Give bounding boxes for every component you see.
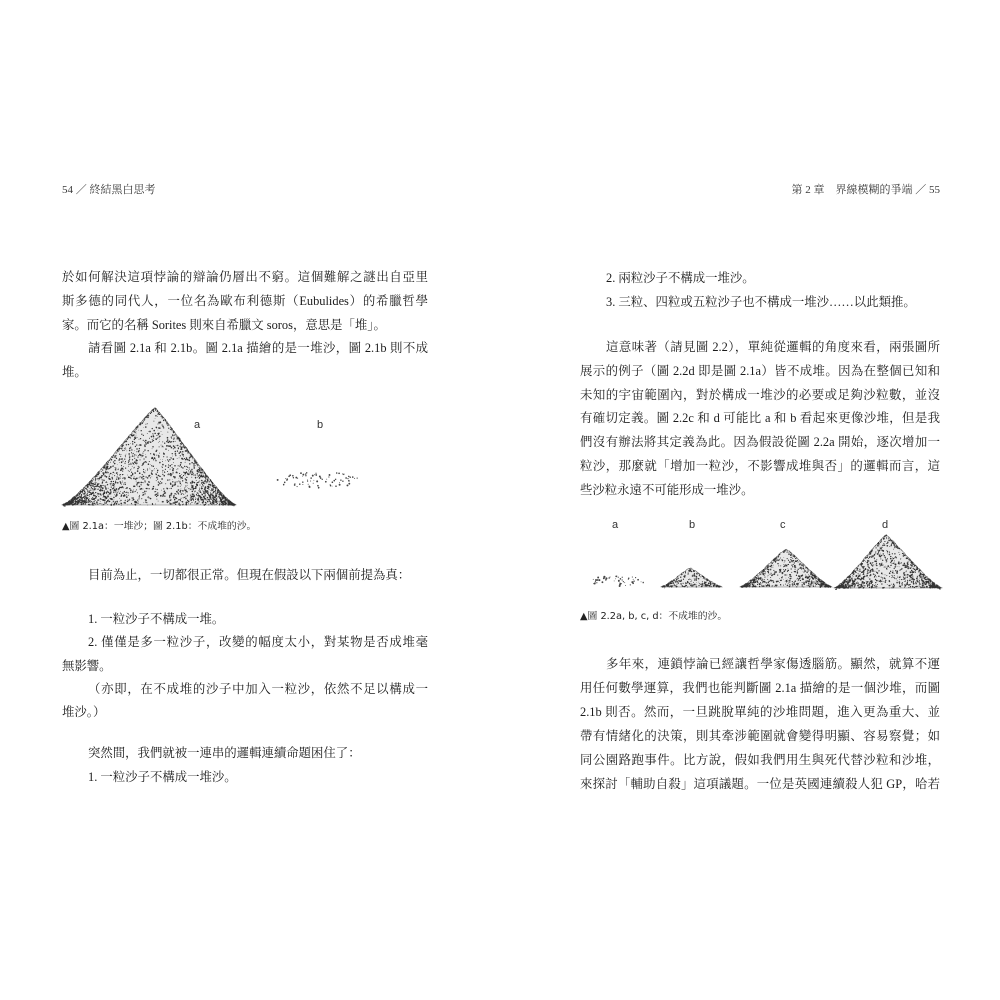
body-text-line: 家。而它的名稱 Sorites 則來自希臘文 soros，意思是「堆」。 <box>62 317 386 332</box>
body-text-line: 用任何數學運算，我們也能判斷圖 2.1a 描繪的是一個沙堆，而圖 <box>580 681 940 695</box>
figure-2-2-label-b: b <box>689 519 696 531</box>
figure-2-1-label-a: a <box>194 419 201 431</box>
body-text-line: 同公園路跑事件。比方說，假如我們用生與死代替沙粒和沙堆， <box>580 753 940 767</box>
running-head-right: 第 2 章 界線模糊的爭端 ／ 55 <box>791 184 940 196</box>
body-text-line: 於如何解決這項悖論的辯論仍層出不窮。這個難解之謎出自亞里 <box>62 270 428 284</box>
chain-item: 3. 三粒、四粒或五粒沙子也不構成一堆沙……以此類推。 <box>606 295 916 309</box>
body-text-line: 目前為止，一切都很正常。但現在假設以下兩個前提為真： <box>88 568 411 582</box>
body-text-line: 帶有情緒化的決策，則其牽涉範圍就會變得明顯、容易察覺；如 <box>580 729 940 743</box>
figure-2-2-caption: ▲圖 2.2a, b, c, d：不成堆的沙。 <box>580 611 728 622</box>
premise-item-continued: 無影響。 <box>62 658 112 673</box>
body-text-block-years <box>580 652 940 796</box>
body-text-line: 多年來，連鎖悖論已經讓哲學家傷透腦筋。顯然，就算不運 <box>606 657 940 671</box>
scattered-sand-a <box>593 575 644 587</box>
premise-note: （亦即，在不成堆的沙子中加入一粒沙，依然不足以構成一 <box>88 681 428 696</box>
figure-2-1-label-b: b <box>317 419 324 431</box>
body-text-line: 來探討「輔助自殺」這項議題。一位是英國連續殺人犯 GP，哈若 <box>580 777 940 791</box>
figure-2-2-label-a: a <box>612 519 619 531</box>
body-text-line: 請看圖 2.1a 和 2.1b。圖 2.1a 描繪的是一堆沙，圖 2.1b 則不成 <box>88 341 428 356</box>
figure-2-2-label-c: c <box>780 519 786 531</box>
body-text-line: 斯多德的同代人，一位名為歐布利德斯（Eubulides）的希臘哲學 <box>62 293 428 308</box>
body-text-line: 堆。 <box>62 365 87 380</box>
body-text-line: 展示的例子（圖 2.2d 即是圖 2.1a）皆不成堆。因為在整個已知和 <box>580 363 940 378</box>
body-text-line: 突然間，我們就被一連串的邏輯連續命題困住了： <box>88 746 361 760</box>
body-text-line: 2.1b 則否。然而，一旦跳脫單純的沙堆問題，進入更為重大、並 <box>580 705 940 719</box>
premise-note-continued: 堆沙。） <box>62 705 106 720</box>
body-text-line: 有確切定義。圖 2.2c 和 d 可能比 a 和 b 看起來更像沙堆，但是我 <box>580 411 940 426</box>
sand-pile-c <box>740 549 832 588</box>
body-text-line: 們沒有辦法將其定義為此。因為假設從圖 2.2a 開始，逐次增加一 <box>580 435 940 450</box>
chain-item: 1. 一粒沙子不構成一堆沙。 <box>88 770 237 784</box>
figure-2-2-illustration <box>585 528 945 590</box>
premise-item: 1. 一粒沙子不構成一堆。 <box>88 612 225 626</box>
figure-2-2-label-d: d <box>882 519 889 531</box>
body-text-line: 未知的宇宙範圍內，對於構成一堆沙的必要或足夠沙粒數，並沒 <box>580 387 940 402</box>
scattered-grains <box>277 472 358 488</box>
figure-2-1-illustration <box>58 400 368 512</box>
premises-list <box>62 608 428 724</box>
figure-2-1-caption: ▲圖 2.1a：一堆沙；圖 2.1b：不成堆的沙。 <box>62 521 257 532</box>
sand-pile-d <box>834 535 942 591</box>
chain-list-continued <box>580 266 940 314</box>
scattered-sand-b <box>277 472 358 488</box>
body-text-block-premises-intro <box>62 563 428 587</box>
body-text-block-top <box>62 266 428 385</box>
running-head-left: 54 ／ 終結黑白思考 <box>62 184 156 196</box>
body-text-line: 些沙粒永遠不可能形成一堆沙。 <box>580 482 754 497</box>
body-text-block-meaning <box>580 336 940 503</box>
sand-pile-a <box>62 408 236 507</box>
right-page <box>500 0 1000 1000</box>
body-text-line: 粒沙，那麼就「增加一粒沙，不影響成堆與否」的邏輯而言，這 <box>580 459 940 474</box>
scattered-grains <box>593 575 644 587</box>
sand-pile-b <box>661 568 722 588</box>
body-text-block-chain <box>62 741 428 789</box>
chain-item: 2. 兩粒沙子不構成一堆沙。 <box>606 271 755 285</box>
body-text-line: 這意味著（請見圖 2.2），單純從邏輯的角度來看，兩張圖所 <box>606 340 940 354</box>
premise-item: 2. 僅僅是多一粒沙子，改變的幅度太小，對某物是否成堆毫 <box>88 635 428 650</box>
